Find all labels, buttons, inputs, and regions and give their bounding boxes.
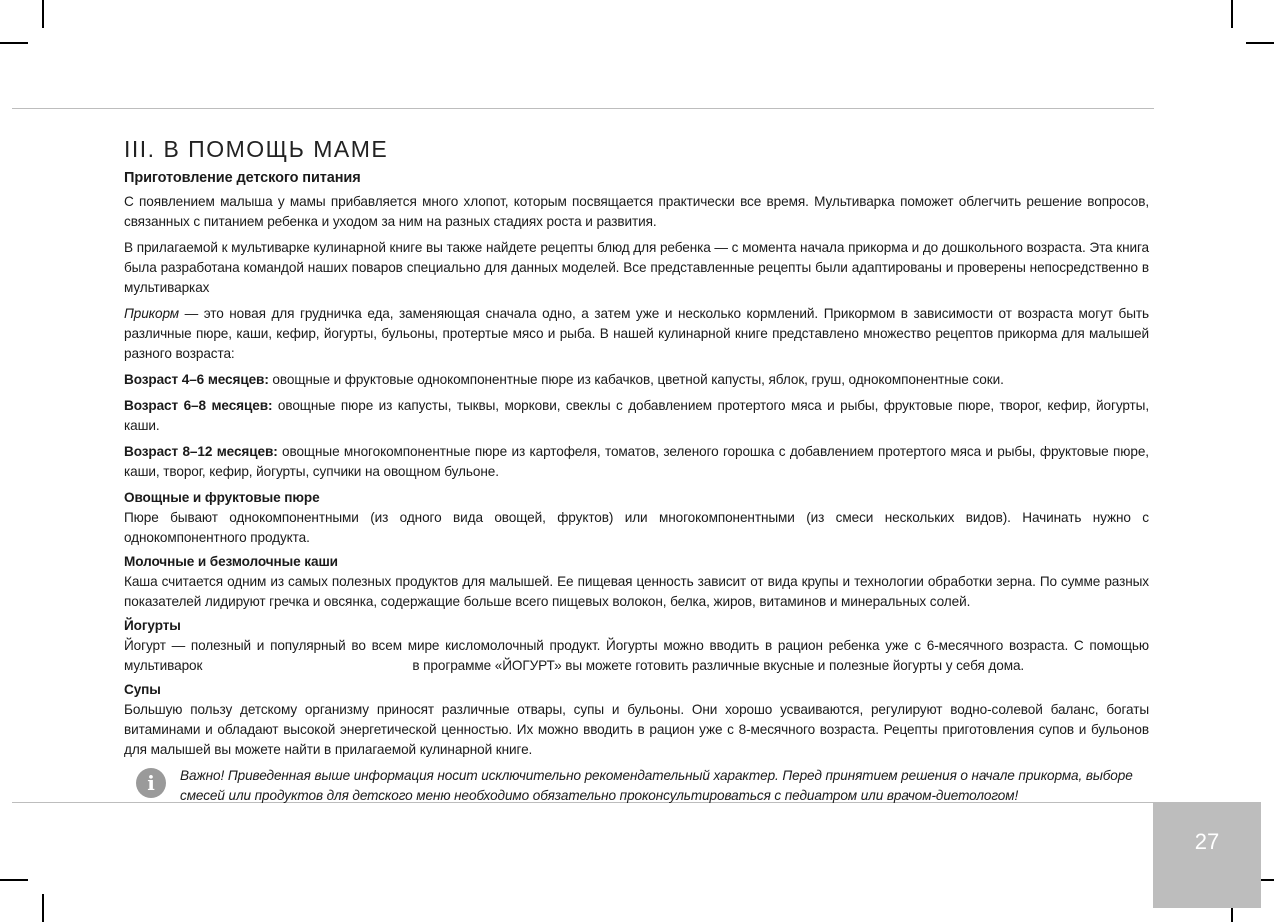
age-item: [124, 442, 1149, 482]
age-item: [124, 396, 1149, 436]
prikorm-text: — это новая для грудничка еда, заменяющая сначала одно, а затем уже и несколько кормлений. Прикормом в зависимости от возраста могут быть различные пюре, каши, кефир, йогурты, бульоны, протертые мясо и рыба. В нашей кулинарной книге представлено множество рецептов прикорма для малышей разного возраста:: [124, 306, 1149, 361]
section-text: Большую пользу детскому организму приносят различные отвары, супы и бульоны. Они хорошо усваиваются, регулируют водно-солевой баланс, богаты витаминами и обладают высокой энергетической ценностью. Их можно вводить в рацион уже с 8-месячного возраста. Рецепты приготовления супов и бульонов для малышей вы можете найти в прилагаемой кулинарной книге.: [124, 702, 1149, 757]
prikorm-paragraph: [124, 304, 1149, 364]
intro-paragraph: [124, 238, 1149, 298]
page-heading: Приготовление детского питания: [124, 170, 361, 186]
yogurt-text-b: в программе «ЙОГУРТ» вы можете готовить различные вкусные и полезные йогурты у себя дома.: [412, 658, 1025, 673]
age-label: Возраст 6–8 месяцев:: [124, 398, 273, 413]
section-text: [124, 636, 1149, 676]
age-item: [124, 370, 1149, 390]
crop-mark: [0, 879, 28, 881]
section-title: III. В ПОМОЩЬ МАМЕ: [124, 136, 389, 162]
crop-mark: [42, 0, 44, 28]
top-rule: [12, 108, 1154, 109]
crop-mark: [42, 894, 44, 922]
section-text: Пюре бывают однокомпонентными (из одного вида овощей, фруктов) или многокомпонентными (из смеси нескольких видов). Начинать нужно с однокомпонентного продукта.: [124, 510, 1149, 545]
page-content: [124, 136, 1149, 806]
age-label: Возраст 4–6 месяцев:: [124, 372, 269, 387]
age-label: Возраст 8–12 месяцев:: [124, 444, 278, 459]
page-number: 27: [1153, 802, 1261, 908]
note-text: Важно! Приведенная выше информация носит исключительно рекомендательный характер. Перед принятием решения о начале прикорма, выборе смесей или продуктов для детского меню необходимо обязательно проконсультироваться с педиатром или врачом-диетологом!: [180, 768, 1133, 803]
crop-mark: [1246, 42, 1274, 44]
prikorm-term: Прикорм: [124, 306, 179, 321]
section-text: Каша считается одним из самых полезных продуктов для малышей. Ее пищевая ценность зависит от вида крупы и технологии обработки зерна. По сумме разных показателей лидируют гречка и овсянка, содержащие больше всего пищевых волокон, белка, жиров, витаминов и минеральных солей.: [124, 574, 1149, 609]
intro-text: В прилагаемой к мультиварке кулинарной книге вы также найдете рецепты блюд для ребенка — с момента начала прикорма и до дошкольного возраста. Эта книга была разработана командой наших поваров специально для данных моделей. Все представленные рецепты были адаптированы и проверены непосредственно в мультиварках: [124, 240, 1149, 295]
crop-mark: [0, 42, 28, 44]
section-heading: Йогурты: [124, 618, 181, 633]
info-icon: i: [136, 768, 166, 798]
crop-mark: [1231, 0, 1233, 28]
age-text: овощные многокомпонентные пюре из картофеля, томатов, зеленого горошка с добавлением протертого мяса и рыбы, фруктовые пюре, каши, творог, кефир, йогурты, супчики на овощном бульоне.: [124, 444, 1149, 479]
yogurt-text-a: Йогурт — полезный и популярный во всем мире кисломолочный продукт. Йогурты можно вводить в рацион ребенка уже с 6-месячного возраста. С помощью мультиварок: [124, 638, 1149, 673]
age-text: овощные пюре из капусты, тыквы, моркови, свеклы с добавлением протертого мяса и рыбы, фруктовые пюре, творог, кефир, йогурты, каши.: [124, 398, 1149, 433]
age-text: овощные и фруктовые однокомпонентные пюре из кабачков, цветной капусты, яблок, груш, однокомпонентные соки.: [268, 372, 1004, 387]
intro-paragraph: С появлением малыша у мамы прибавляется много хлопот, которым посвящается практически все время. Мультиварка поможет облегчить решение вопросов, связанных с питанием ребенка и уходом за ним на разных стадиях роста и развития.: [124, 194, 1149, 229]
important-note: [124, 766, 1149, 806]
section-heading: Супы: [124, 682, 161, 697]
section-heading: Молочные и безмолочные каши: [124, 554, 338, 569]
section-heading: Овощные и фруктовые пюре: [124, 490, 320, 505]
